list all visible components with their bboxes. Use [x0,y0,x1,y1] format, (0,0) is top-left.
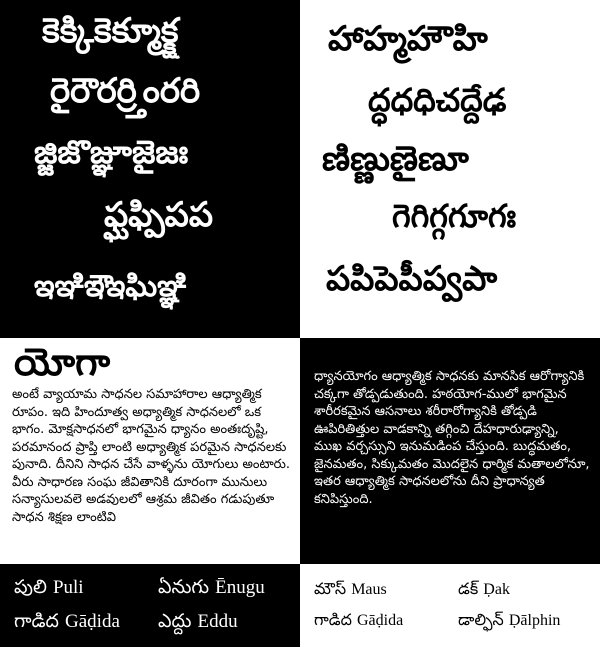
telugu-word: మౌస్ [314,579,347,598]
word-pair [458,581,510,598]
word-pair [14,578,84,597]
latin-word: Puli [52,577,84,598]
latin-word: Ēnugu [215,577,265,598]
latin-word: Gāḍida [65,611,120,632]
word-pair [458,612,560,629]
glyph-line: ణిణ్ణుణైణూ [322,139,469,179]
telugu-word: ఎద్దు [158,610,192,632]
latin-word: Gāḍida [356,612,404,629]
glyph-line: జ్జిజొజ్ఞూజైజః [34,133,189,171]
glyph-line: ఇఞిఇౌఇఘిఞ్ఞి [34,269,187,304]
telugu-word: డక్ [458,579,479,598]
glyph-line: పపిపెపీప్వపా [326,259,498,299]
animal-words-panel-left [0,564,300,647]
animal-words-panel-right [300,564,600,647]
telugu-word: గాడిద [314,610,352,629]
latin-word: Ḍak [483,581,510,598]
glyph-line: ఫ్ఘఫ్పిపప [104,195,214,235]
top-right-glyph-panel [300,0,600,338]
word-pair [158,612,238,631]
dhyana-text-panel [300,338,600,564]
latin-word: Eddu [197,611,238,632]
yoga-heading: యోగా [14,340,111,384]
glyph-line: రైరౌరర్ర్తింరరి [50,71,201,111]
glyph-line: హాహ్మహౌహి [328,19,488,59]
latin-word: Maus [351,581,387,598]
glyph-line: కెక్కికెక్మూక్క్ష [42,11,179,51]
yoga-paragraph: అంటే వ్యాయామ సాధనల సమాహారాల ఆధ్యాత్మిక రూపం. ఇది హిందూత్వ అధ్యాత్మిక సాధనలలో ఒక భాగం. మోక్షసాధనలో భాగమైన ధ్యానం అంతఃదృష్టి, పరమానంద ప్రాప్తి లాంటి అధ్యాత్మిక పరమైన సాధనలకు పునాది. దీనిని సాధన చేసే వాళ్ళను యోగులు అంటారు. వీరు సాధారణ సంఘ జీవితానికి దూరంగా మునులు సన్యాసులవలె అడవులలో ఆశ్రమ జీవితం గడుపుతూ సాధన శిక్షణ లాంటివి [12,387,290,525]
latin-word: Ḍālphin [508,612,561,629]
dhyana-paragraph: ధ్యానయోగం ఆధ్యాత్మిక సాధనకు మానసిక ఆరోగ్యానికి చక్కగా తోడ్పడుతుంది. హఠయోగ-ములో భాగమైన శారీరకమైన ఆసనాలు శరీరారోగ్యానికి తోడ్పడి ఊపిరితిత్తుల వాడకాన్ని తగ్గించి దేహధారుఢ్యాన్ని, ముఖ వర్చస్సుని ఇనుమడింప చేస్తుంది. బుద్ధమతం, జైనమతం, సిక్కుమతం మొదలైన ధార్మిక మతాలలోనూ, ఇతర ఆధ్యాత్మిక సాధనలలోను దీని ప్రాధాన్యత కనిపిస్తుంది. [314,369,590,507]
telugu-word: పులి [14,576,47,598]
glyph-line: ద్ధధధిచద్దేఢ [368,81,507,119]
word-pair [314,581,387,598]
telugu-word: ఏనుగు [158,576,210,598]
word-pair [314,612,403,629]
top-left-glyph-panel [0,0,300,338]
telugu-word: గాడిద [14,610,59,632]
word-pair [158,578,265,597]
glyph-line: గెగిగ్గగూగః [392,197,517,235]
word-pair [14,612,120,631]
telugu-word: డాల్ఫిన్ [458,610,504,629]
yoga-text-panel [0,338,300,564]
